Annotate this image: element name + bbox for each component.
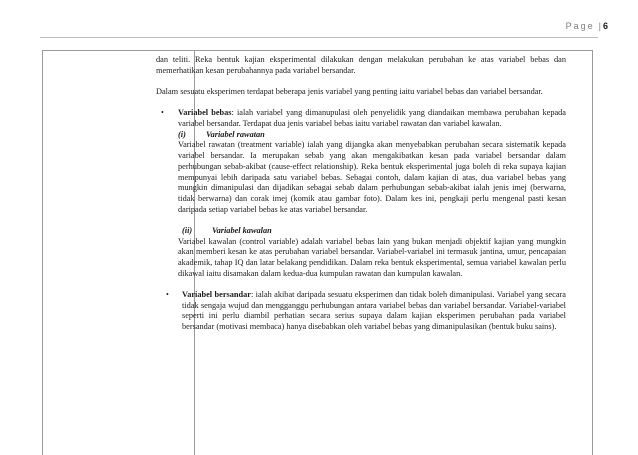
intro-paragraph: dan teliti. Reka bentuk kajian eksperimental dilakukan dengan melakukan perubahan ke atas variabel bebas dan memerhatikan kesan perubahannya pada variabel bersandar.: [156, 55, 566, 75]
variabel-bersandar-text: : ialah akibat daripada sesuatu eksperimen dan tidak boleh dimanipulasi. Variabel yang secara tidak sengaja wujud dan mengganggu perhubungan antara variabel bebas dan variabel bersandar. Variabel-variabel seperti ini perlu diambil perhatian secara serius supaya dalam kajian eksperimen perubahan pada variabel bersandar (motivasi membaca) hanya disebabkan oleh variabel bebas yang dimanipulasikan (bentuk buku sains).: [182, 290, 566, 332]
heading-variabel-rawatan: [178, 130, 566, 141]
term-variabel-bebas: Variabel bebas: [178, 108, 232, 118]
roman-numeral: (ii): [182, 225, 193, 235]
variabel-bebas-definition: [178, 108, 566, 129]
variable-types-paragraph: Dalam sesuatu eksperimen terdapat beberapa jenis variabel yang penting iaitu variabel bebas dan variabel bersandar.: [156, 87, 543, 96]
header-rule: [40, 37, 598, 38]
list-item-variabel-bebas: [156, 108, 566, 279]
page-number: 6: [602, 21, 608, 31]
page-label: Page: [565, 21, 595, 31]
roman-numeral: (i): [178, 129, 186, 139]
page-header: [566, 21, 608, 31]
list-item-variabel-bersandar: [156, 290, 566, 333]
heading-text: Variabel kawalan: [212, 225, 272, 235]
bullet-icon: •: [161, 108, 164, 118]
variabel-kawalan-paragraph: Variabel kawalan (control variable) adalah variabel bebas lain yang bukan menjadi objektif kajian yang mungkin akan memberi kesan ke atas perubahan variabel bersandar. Variabel-variabel ini termasuk jantina, umur, pencapaian akademik, tahap IQ dan latar belakang pendidikan. Dalam reka bentuk eksperimental, semua variabel kawalan perlu dikawal iaitu disamakan dalam kedua-dua kumpulan rawatan dan kumpulan kawalan.: [178, 236, 566, 278]
heading-variabel-kawalan: [178, 226, 566, 237]
document-body: [156, 55, 566, 333]
variabel-bersandar-definition: [182, 290, 566, 333]
heading-text: Variabel rawatan: [206, 129, 265, 139]
variabel-bebas-text: : ialah variabel yang dimanupulasi oleh penyelidik yang diandaikan membawa perubahan kepada variabel bersandar. Terdapat dua jenis variabel bebas iaitu variabel rawatan dan variabel kawalan.: [178, 108, 566, 128]
variabel-rawatan-paragraph: Variabel rawatan (treatment variable) ialah yang dijangka akan menyebabkan perubahan secara sistematik kepada variabel bersandar. Ia merupakan sebab yang akan mengakibatkan kesan pada variabel bersandar dalam perhubungan sebab-akibat (cause-effect relationship). Reka bentuk eksperimental juga boleh di reka supaya kajian mempunyai lebih daripada satu variabel bebas. Sebagai contoh, dalam kajian di atas, dua variabel bebas yang mungkin dimanipulasi dan dijadikan sebagai sebab dalam perhubungan sebab-akibat ialah jenis imej (berwarna, tidak berwarna) dan corak imej (komik atau gambar foto). Dalam kes ini, pengkaji perlu mengenal pasti kesan daripada setiap variabel bebas ke atas variabel bersandar.: [178, 140, 566, 214]
page-separator: |: [598, 21, 601, 31]
term-variabel-bersandar: Variabel bersandar: [182, 290, 251, 300]
bullet-icon: •: [166, 290, 169, 300]
